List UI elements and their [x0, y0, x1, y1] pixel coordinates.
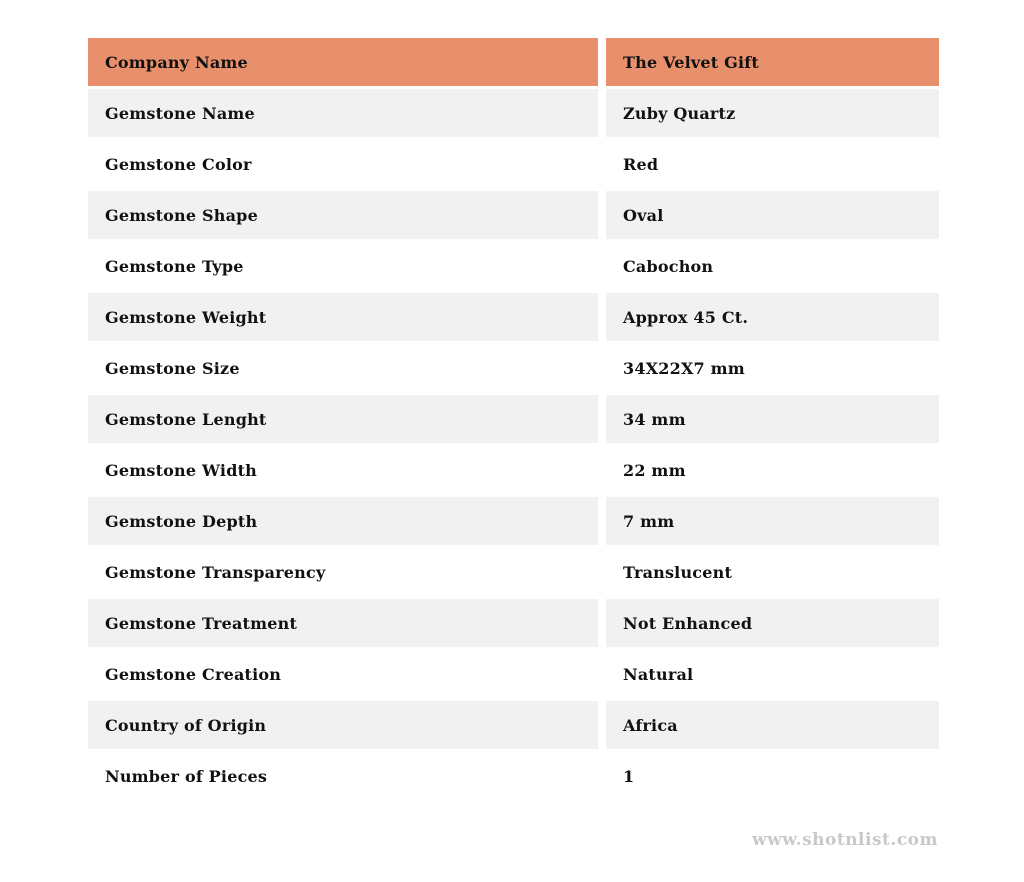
table-row	[88, 599, 939, 647]
row-label-cell: Gemstone Name	[88, 89, 598, 137]
table-row	[88, 344, 939, 392]
row-value-cell: Not Enhanced	[606, 599, 939, 647]
table-row	[88, 140, 939, 188]
row-value-cell: Oval	[606, 191, 939, 239]
row-value-cell: Natural	[606, 650, 939, 698]
row-label-cell: Gemstone Creation	[88, 650, 598, 698]
table-row	[88, 650, 939, 698]
row-value-cell: Cabochon	[606, 242, 939, 290]
row-label-cell: Gemstone Size	[88, 344, 598, 392]
row-label-cell: Country of Origin	[88, 701, 598, 749]
table-row	[88, 38, 939, 86]
gemstone-spec-table	[88, 38, 939, 803]
table-row	[88, 752, 939, 800]
table-row	[88, 191, 939, 239]
row-value-cell: The Velvet Gift	[606, 38, 939, 86]
table-row	[88, 497, 939, 545]
row-value-cell: 1	[606, 752, 939, 800]
row-label-cell: Gemstone Weight	[88, 293, 598, 341]
row-value-cell: 34X22X7 mm	[606, 344, 939, 392]
row-value-cell: Approx 45 Ct.	[606, 293, 939, 341]
row-label-cell: Gemstone Lenght	[88, 395, 598, 443]
row-label-cell: Gemstone Depth	[88, 497, 598, 545]
row-value-cell: Zuby Quartz	[606, 89, 939, 137]
row-label-cell: Gemstone Transparency	[88, 548, 598, 596]
table-row	[88, 701, 939, 749]
table-row	[88, 89, 939, 137]
watermark: www.shotnlist.com	[751, 830, 938, 850]
table-row	[88, 293, 939, 341]
row-label-cell: Gemstone Shape	[88, 191, 598, 239]
row-label-cell: Company Name	[88, 38, 598, 86]
table-row	[88, 395, 939, 443]
row-value-cell: Africa	[606, 701, 939, 749]
row-value-cell: 34 mm	[606, 395, 939, 443]
row-label-cell: Gemstone Color	[88, 140, 598, 188]
row-value-cell: Translucent	[606, 548, 939, 596]
row-label-cell: Gemstone Treatment	[88, 599, 598, 647]
row-label-cell: Gemstone Width	[88, 446, 598, 494]
row-value-cell: 22 mm	[606, 446, 939, 494]
table-row	[88, 446, 939, 494]
row-value-cell: 7 mm	[606, 497, 939, 545]
row-label-cell: Number of Pieces	[88, 752, 598, 800]
row-value-cell: Red	[606, 140, 939, 188]
table-row	[88, 242, 939, 290]
table-row	[88, 548, 939, 596]
row-label-cell: Gemstone Type	[88, 242, 598, 290]
